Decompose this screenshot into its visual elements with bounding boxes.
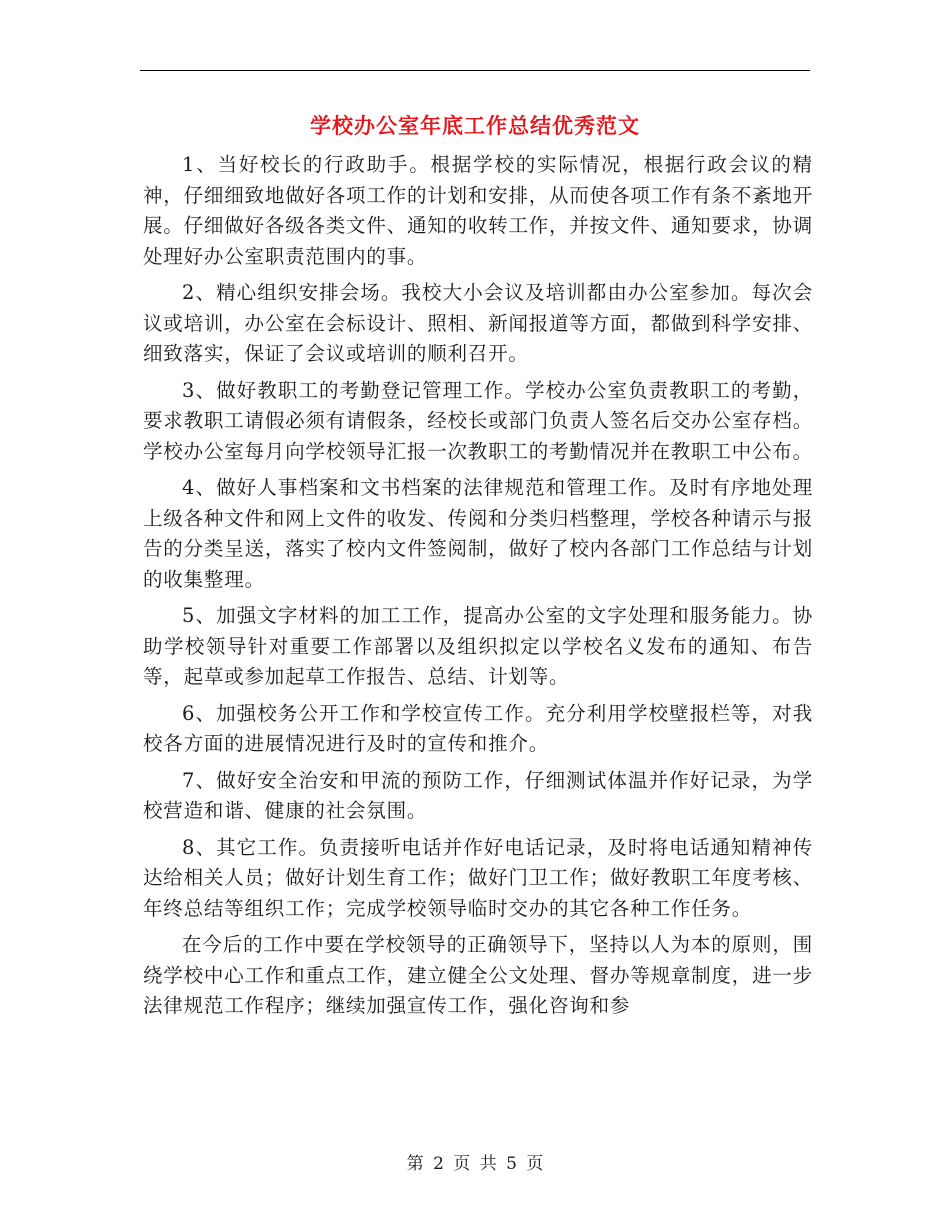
paragraph-4: 4、做好人事档案和文书档案的法律规范和管理工作。及时有序地处理上级各种文件和网上文件的收发、传阅和分类归档整理，学校各种请示与报告的分类呈送，落实了校内文件签阅制，做好了校内各部门工作总结与计划的收集整理。 [143,476,813,591]
document-title: 学校办公室年底工作总结优秀范文 [310,113,640,138]
paragraph-5: 5、加强文字材料的加工工作，提高办公室的文字处理和服务能力。协助学校领导针对重要工作部署以及组织拟定以学校名义发布的通知、布告等，起草或参加起草工作报告、总结、计划等。 [143,604,813,688]
paragraph-8: 8、其它工作。负责接听电话并作好电话记录，及时将电话通知精神传达给相关人员；做好计划生育工作；做好门卫工作；做好教职工年度考核、年终总结等组织工作；完成学校领导临时交办的其它各种工作任务。 [143,835,813,920]
paragraph-1: 1、当好校长的行政助手。根据学校的实际情况，根据行政会议的精神，仔细细致地做好各项工作的计划和安排，从而使各项工作有条不紊地开展。仔细做好各级各类文件、通知的收转工作，并按文件、通知要求，协调处理好办公室职责范围内的事。 [143,153,813,268]
document-body [143,150,813,1028]
paragraph-3: 3、做好教职工的考勤登记管理工作。学校办公室负责教职工的考勤，要求教职工请假必须有请假条，经校长或部门负责人签名后交办公室存档。学校办公室每月向学校领导汇报一次教职工的考勤情况并在教职工中公布。 [143,378,813,463]
paragraph-9: 在今后的工作中要在学校领导的正确领导下，坚持以人为本的原则，围绕学校中心工作和重点工作，建立健全公文处理、督办等规章制度，进一步法律规范工作程序；继续加强宣传工作，强化咨询和参 [143,933,813,1017]
header-rule [140,70,810,71]
paragraph-7: 7、做好安全治安和甲流的预防工作，仔细测试体温并作好记录，为学校营造和谐、健康的社会氛围。 [143,768,813,822]
page-number-footer: 第 2 页 共 5 页 [406,1154,544,1174]
paragraph-2: 2、精心组织安排会场。我校大小会议及培训都由办公室参加。每次会议或培训，办公室在会标设计、照相、新闻报道等方面，都做到科学安排、细致落实，保证了会议或培训的顺利召开。 [143,281,813,365]
paragraph-6: 6、加强校务公开工作和学校宣传工作。充分利用学校壁报栏等，对我校各方面的进展情况进行及时的宣传和推介。 [143,701,813,755]
